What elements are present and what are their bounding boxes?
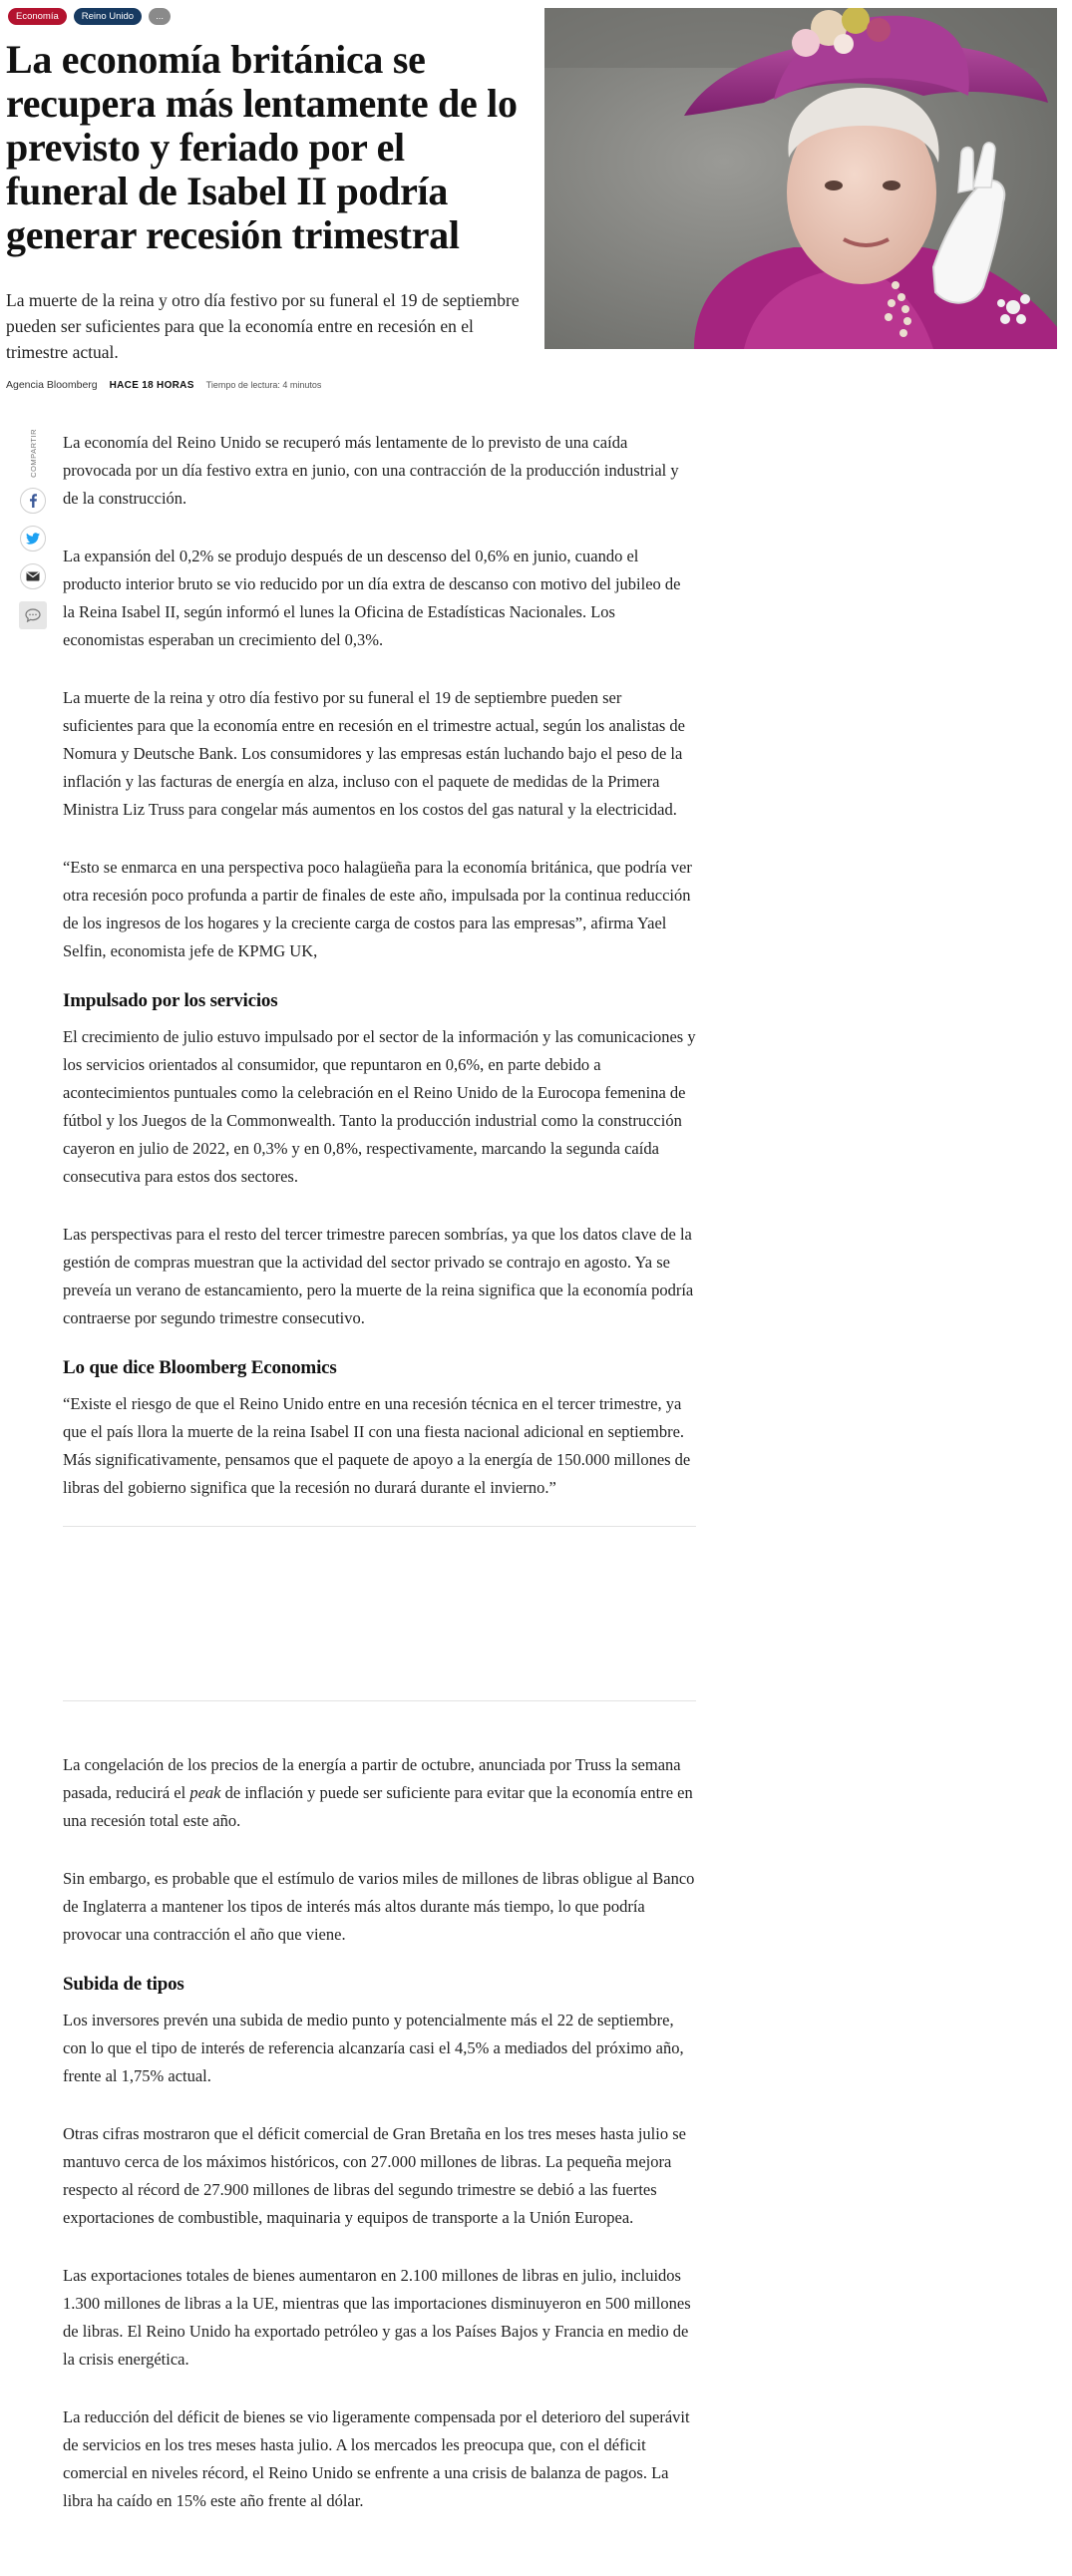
paragraph: Los inversores prevén una subida de medio punto y potencialmente más el 22 de septiembre, con lo que el tipo de interés de referencia alcanzaría casi el 4,5% a mediados del próximo año, frente al 1,75% actual.: [63, 2011, 684, 2085]
article-dek: La muerte de la reina y otro día festivo por su funeral el 19 de septiembre pueden ser suficientes para que la economía entre en recesión en el trimestre actual.: [6, 290, 520, 362]
subheading-bloomberg-economics: Lo que dice Bloomberg Economics: [63, 1357, 337, 1378]
email-icon[interactable]: [20, 563, 46, 589]
paragraph: La congelación de los precios de la energía a partir de octubre, anunciada por Truss la semana pasada, reducirá el peak de inflación y puede ser suficiente para evitar que la economía entre en una recesión total este año.: [63, 1755, 693, 1830]
twitter-icon[interactable]: [20, 526, 46, 552]
subheading-subida-tipos: Subida de tipos: [63, 1974, 184, 1995]
paragraph: La muerte de la reina y otro día festivo por su funeral el 19 de septiembre pueden ser suficientes para que la economía entre en recesión en el trimestre actual, según los analistas de Nomura y Deutsche Bank. Los consumidores y las empresas están luchando bajo el peso de la inflación y las facturas de energía en alza, incluso con el paquete de medidas de la Primera Ministra Liz Truss para congelar más aumentos en los costos del gas natural y la electricidad.: [63, 688, 685, 819]
paragraph: “Existe el riesgo de que el Reino Unido entre en una recesión técnica en el tercer trimestre, ya que el país llora la muerte de la reina Isabel II con una fiesta nacional adicional en septiembre. Más significativamente, pensamos que el paquete de apoyo a la energía de 150.000 millones de libras del gobierno significa que la recesión no durará durante el invierno.”: [63, 1394, 691, 1497]
hero-image: [544, 8, 1057, 349]
paragraph: Sin embargo, es probable que el estímulo de varios miles de millones de libras obligue al Banco de Inglaterra a mantener los tipos de interés más altos durante más tiempo, lo que podría provocar una contracción el año que viene.: [63, 1869, 695, 1944]
share-label: COMPARTIR: [28, 429, 38, 478]
byline-author[interactable]: Agencia Bloomberg: [6, 379, 98, 391]
comment-icon[interactable]: [19, 601, 47, 629]
article-body: [63, 429, 696, 2515]
paragraph: La expansión del 0,2% se produjo después de un descenso del 0,6% en junio, cuando el producto interior bruto se vio reducido por un día extra de descanso con motivo del jubileo de la Reina Isabel II, según informó el lunes la Oficina de Estadísticas Nacionales. Los economistas esperaban un crecimiento del 0,3%.: [63, 547, 681, 649]
tag-economia[interactable]: Economía: [8, 8, 67, 25]
paragraph: El crecimiento de julio estuvo impulsado por el sector de la información y las comunicaciones y los servicios orientados al consumidor, que repuntaron en 0,6%, en parte debido a acontecimientos puntuales como la celebración en el Reino Unido de la Eurocopa femenina de fútbol y los Juegos de la Commonwealth. Tanto la producción industrial como la construcción cayeron en julio de 2022, en 0,3% y en 0,8%, respectivamente, marcando la segunda caída consecutiva para estos dos sectores.: [63, 1027, 696, 1186]
tag-reino-unido[interactable]: Reino Unido: [74, 8, 142, 25]
subheading-servicios: Impulsado por los servicios: [63, 990, 278, 1011]
facebook-icon[interactable]: [20, 488, 46, 514]
tag-list: [8, 8, 171, 25]
paragraph: La reducción del déficit de bienes se vio ligeramente compensada por el deterioro del superávit de servicios en los tres meses hasta julio. A los mercados les preocupa que, con el déficit comercial en niveles récord, el Reino Unido se enfrente a una crisis de balanza de pagos. La libra ha caído en 15% este año frente al dólar.: [63, 2407, 690, 2510]
paragraph: Las exportaciones totales de bienes aumentaron en 2.100 millones de libras en julio, incluidos 1.300 millones de libras a la UE, mientras que las importaciones disminuyeron en 500 millones de libras. El Reino Unido ha exportado petróleo y gas a los Países Bajos y Francia en medio de la crisis energética.: [63, 2266, 691, 2369]
paragraph: Otras cifras mostraron que el déficit comercial de Gran Bretaña en los tres meses hasta julio se mantuvo cerca de los máximos históricos, con 27.000 millones de libras. La pequeña mejora respecto al récord de 27.900 millones de libras del segundo trimestre se debió a las fuertes exportaciones de combustible, maquinaria y equipos de transporte a la Unión Europea.: [63, 2124, 686, 2227]
article-headline: La economía británica se recupera más lentamente de lo previsto y feriado por el funeral de Isabel II podría generar recesión trimestral: [6, 37, 518, 257]
byline-time: HACE 18 HORAS: [109, 380, 194, 391]
queen-photo: [544, 8, 1057, 349]
paragraph: La economía del Reino Unido se recuperó más lentamente de lo previsto de una caída provocada por un día festivo extra en junio, con una contracción de la producción industrial y de la construcción.: [63, 433, 679, 508]
share-bar: [20, 429, 46, 629]
ad-slot: [63, 1526, 696, 1701]
byline: [6, 379, 321, 391]
tag-more-button[interactable]: ...: [149, 8, 171, 25]
byline-read-time: Tiempo de lectura: 4 minutos: [205, 380, 322, 390]
paragraph: Las perspectivas para el resto del tercer trimestre parecen sombrías, ya que los datos clave de la gestión de compras muestran que la actividad del sector privado se contrajo en agosto. Ya se preveía un verano de estancamiento, pero la muerte de la reina significa que la economía podría contraerse por segundo trimestre consecutivo.: [63, 1225, 694, 1327]
paragraph: “Esto se enmarca en una perspectiva poco halagüeña para la economía británica, que podría ver otra recesión poco profunda a partir de finales de este año, impulsada por la continua reducción de los ingresos de los hogares y la creciente carga de costos para las empresas”, afirma Yael Selfin, economista jefe de KPMG UK,: [63, 858, 692, 960]
